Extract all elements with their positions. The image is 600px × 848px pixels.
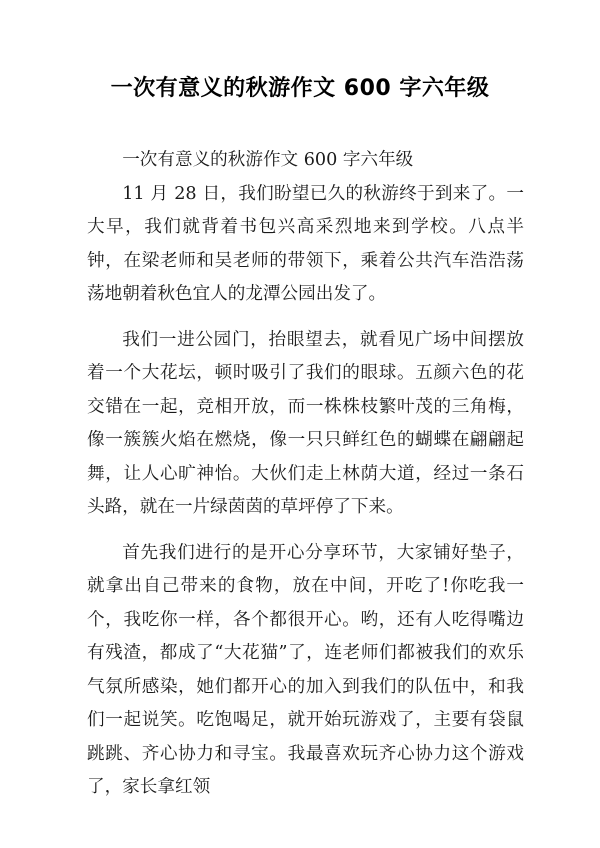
paragraph-2: 我们一进公园门，抬眼望去，就看见广场中间摆放着一个大花坛，顿时吸引了我们的眼球。五颜六色的花交错在一起，竞相开放，而一株株枝繁叶茂的三角梅，像一簇簇火焰在燃烧，像一只只鲜红色的蝴蝶在翩翩起舞，让人心旷神怡。大伙们走上林荫大道，经过一条石头路，就在一片绿茵茵的草坪停了下来。 <box>87 329 524 517</box>
paragraph-1: 11 月 28 日，我们盼望已久的秋游终于到来了。一大早，我们就背着书包兴高采烈地来到学校。八点半钟，在梁老师和吴老师的带领下，乘着公共汽车浩浩荡荡地朝着秋色宜人的龙潭公园出发了。 <box>87 183 524 304</box>
document-body <box>87 144 524 805</box>
paragraph-subtitle: 一次有意义的秋游作文 600 字六年级 <box>122 150 414 170</box>
document-title: 一次有意义的秋游作文 600 字六年级 <box>110 76 490 101</box>
paragraph-3: 首先我们进行的是开心分享环节，大家铺好垫子，就拿出自己带来的食物，放在中间，开吃了!你吃我一个，我吃你一样，各个都很开心。哟，还有人吃得嘴边有残渣，都成了“大花猫”了，连老师们都被我们的欢乐气氛所感染，她们都开心的加入到我们的队伍中，和我们一起说笑。吃饱喝足，就开始玩游戏了，主要有袋鼠跳跳、齐心协力和寻宝。我最喜欢玩齐心协力这个游戏了，家长拿红领 <box>87 542 524 797</box>
